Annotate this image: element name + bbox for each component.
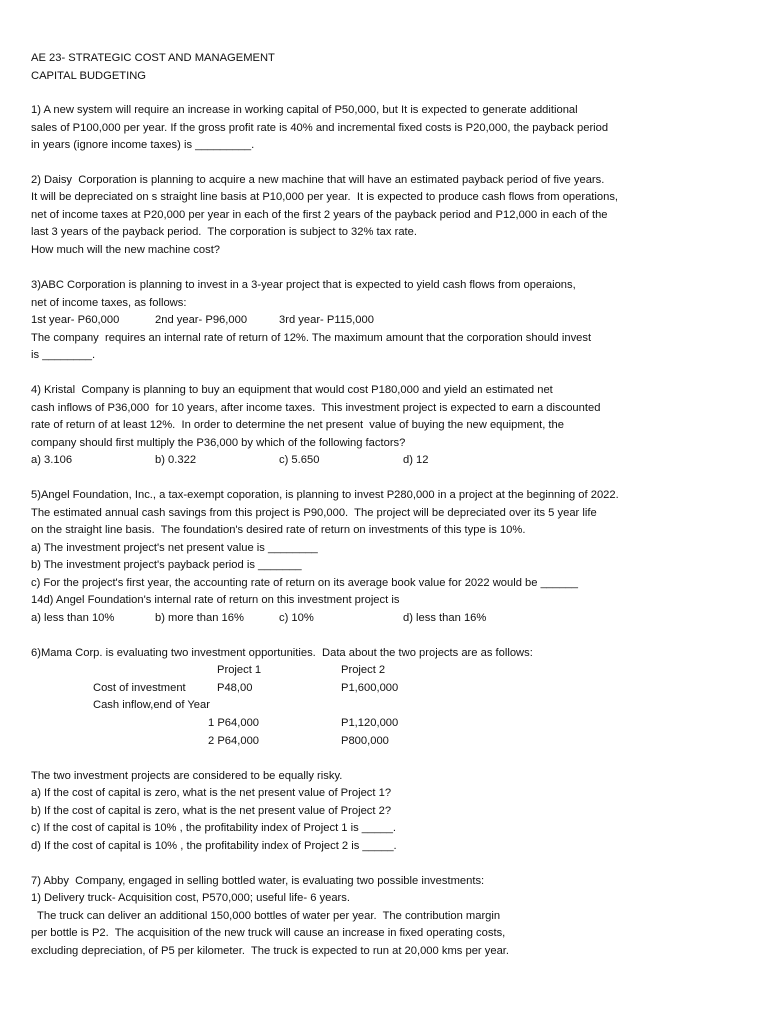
- q5-line: b) The investment project's payback period is _______: [31, 559, 302, 571]
- q4-choice-d: d) 12: [403, 454, 429, 466]
- q7-line: per bottle is P2. The acquisition of the new truck will cause an increase in fixed operating costs,: [31, 927, 506, 939]
- q5-line: 14d) Angel Foundation's internal rate of return on this investment project is: [31, 594, 400, 606]
- q6-line: a) If the cost of capital is zero, what is the net present value of Project 1?: [31, 787, 392, 799]
- q1-line: sales of P100,000 per year. If the gross profit rate is 40% and incremental fixed costs is P20,000, the payback period: [31, 122, 609, 134]
- q7-line: 1) Delivery truck- Acquisition cost, P570,000; useful life- 6 years.: [31, 892, 350, 904]
- q7-line: The truck can deliver an additional 150,000 bottles of water per year. The contribution margin: [31, 910, 501, 922]
- q4-line: company should first multiply the P36,000 by which of the following factors?: [31, 437, 406, 449]
- q1-line: 1) A new system will require an increase in working capital of P50,000, but It is expected to generate additional: [31, 104, 578, 116]
- q3-line: The company requires an internal rate of return of 12%. The maximum amount that the corporation should invest: [31, 332, 592, 344]
- q6-inflow-y1-project-1: 1 P64,000: [208, 717, 260, 729]
- q6-cost-project-2: P1,600,000: [341, 682, 399, 694]
- q6-inflow-y2-project-1: 2 P64,000: [208, 735, 260, 747]
- q6-cost-project-1: P48,00: [217, 682, 253, 694]
- q6-col-project-2: Project 2: [341, 664, 386, 676]
- q7-line: excluding depreciation, of P5 per kilometer. The truck is expected to run at 20,000 kms per year.: [31, 945, 510, 957]
- q6-line: d) If the cost of capital is 10% , the profitability index of Project 2 is _____.: [31, 840, 397, 852]
- q3-year-1: 1st year- P60,000: [31, 314, 120, 326]
- topic-title: CAPITAL BUDGETING: [31, 70, 146, 82]
- q6-inflow-y1-project-2: P1,120,000: [341, 717, 399, 729]
- q1-line: in years (ignore income taxes) is _________.: [31, 139, 255, 151]
- q3-line: 3)ABC Corporation is planning to invest in a 3-year project that is expected to yield cash flows from operaions,: [31, 279, 576, 291]
- q5-choice-b: b) more than 16%: [155, 612, 244, 624]
- q6-row-cost-label: Cost of investment: [93, 682, 186, 694]
- q5-choice-c: c) 10%: [279, 612, 314, 624]
- q3-line: net of income taxes, as follows:: [31, 297, 187, 309]
- q4-choice-c: c) 5.650: [279, 454, 320, 466]
- q5-line: c) For the project's first year, the accounting rate of return on its average book value for 2022 would be ______: [31, 577, 578, 589]
- q6-intro: 6)Mama Corp. is evaluating two investment opportunities. Data about the two projects are as follows:: [31, 647, 533, 659]
- q7-line: 7) Abby Company, engaged in selling bottled water, is evaluating two possible investments:: [31, 875, 485, 887]
- q3-line: is ________.: [31, 349, 96, 361]
- q4-choice-b: b) 0.322: [155, 454, 197, 466]
- q5-line: a) The investment project's net present value is ________: [31, 542, 318, 554]
- q6-inflow-y2-project-2: P800,000: [341, 735, 389, 747]
- q2-line: How much will the new machine cost?: [31, 244, 221, 256]
- q2-line: last 3 years of the payback period. The corporation is subject to 32% tax rate.: [31, 226, 417, 238]
- q6-col-project-1: Project 1: [217, 664, 262, 676]
- q2-line: 2) Daisy Corporation is planning to acquire a new machine that will have an estimated payback period of five years.: [31, 174, 605, 186]
- q5-choice-a: a) less than 10%: [31, 612, 115, 624]
- q5-line: The estimated annual cash savings from this project is P90,000. The project will be depreciated over its 5 year life: [31, 507, 597, 519]
- q2-line: net of income taxes at P20,000 per year in each of the first 2 years of the payback period and P12,000 in each of the: [31, 209, 608, 221]
- q4-line: rate of return of at least 12%. In order to determine the net present value of buying the new equipment, the: [31, 419, 564, 431]
- q4-line: 4) Kristal Company is planning to buy an equipment that would cost P180,000 and yield an estimated net: [31, 384, 553, 396]
- q5-choice-d: d) less than 16%: [403, 612, 487, 624]
- q6-line: b) If the cost of capital is zero, what is the net present value of Project 2?: [31, 805, 392, 817]
- course-title: AE 23- STRATEGIC COST AND MANAGEMENT: [31, 52, 275, 64]
- q6-row-inflow-label: Cash inflow,end of Year: [93, 699, 210, 711]
- q3-year-3: 3rd year- P115,000: [279, 314, 374, 326]
- q5-line: 5)Angel Foundation, Inc., a tax-exempt coporation, is planning to invest P280,000 in a project at the beginning of 2022.: [31, 489, 619, 501]
- q3-year-2: 2nd year- P96,000: [155, 314, 248, 326]
- q5-line: on the straight line basis. The foundation's desired rate of return on investments of this type is 10%.: [31, 524, 526, 536]
- q6-line: c) If the cost of capital is 10% , the profitability index of Project 1 is _____.: [31, 822, 397, 834]
- q2-line: It will be depreciated on s straight line basis at P10,000 per year. It is expected to produce cash flows from operations,: [31, 191, 619, 203]
- q4-line: cash inflows of P36,000 for 10 years, after income taxes. This investment project is expected to earn a discounted: [31, 402, 601, 414]
- q4-choice-a: a) 3.106: [31, 454, 73, 466]
- q6-line: The two investment projects are considered to be equally risky.: [31, 770, 343, 782]
